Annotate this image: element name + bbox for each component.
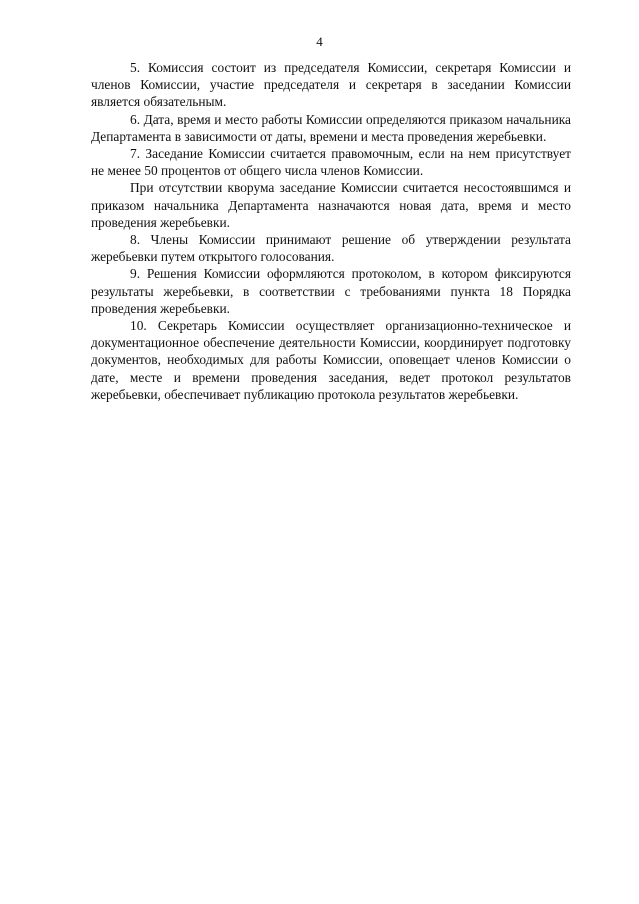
paragraph-10: 10. Секретарь Комиссии осуществляет организационно-техническое и документационное обеспечение деятельности Комиссии, координирует подготовку документов, необходимых для работы Комиссии, оповещает членов Комиссии о дате, месте и времени проведения заседания, ведет протокол результатов жеребьевки, обеспечивает публикацию протокола результатов жеребьевки. <box>91 318 571 402</box>
paragraph-7-quorum: При отсутствии кворума заседание Комиссии считается несостоявшимся и приказом начальника Департамента назначаются новая дата, время и место проведения жеребьевки. <box>91 180 571 230</box>
paragraph-7: 7. Заседание Комиссии считается правомочным, если на нем присутствует не менее 50 процентов от общего числа членов Комиссии. <box>91 146 571 179</box>
paragraph-8: 8. Члены Комиссии принимают решение об утверждении результата жеребьевки путем открытого голосования. <box>91 232 571 265</box>
document-body <box>91 59 571 403</box>
page-number: 4 <box>316 34 323 49</box>
paragraph-5: 5. Комиссия состоит из председателя Комиссии, секретаря Комиссии и членов Комиссии, участие председателя и секретаря в заседании Комиссии является обязательным. <box>91 60 571 110</box>
paragraph-9: 9. Решения Комиссии оформляются протоколом, в котором фиксируются результаты жеребьевки, в соответствии с требованиями пункта 18 Порядка проведения жеребьевки. <box>91 266 571 316</box>
paragraph-6: 6. Дата, время и место работы Комиссии определяются приказом начальника Департамента в зависимости от даты, времени и места проведения жеребьевки. <box>91 111 571 144</box>
